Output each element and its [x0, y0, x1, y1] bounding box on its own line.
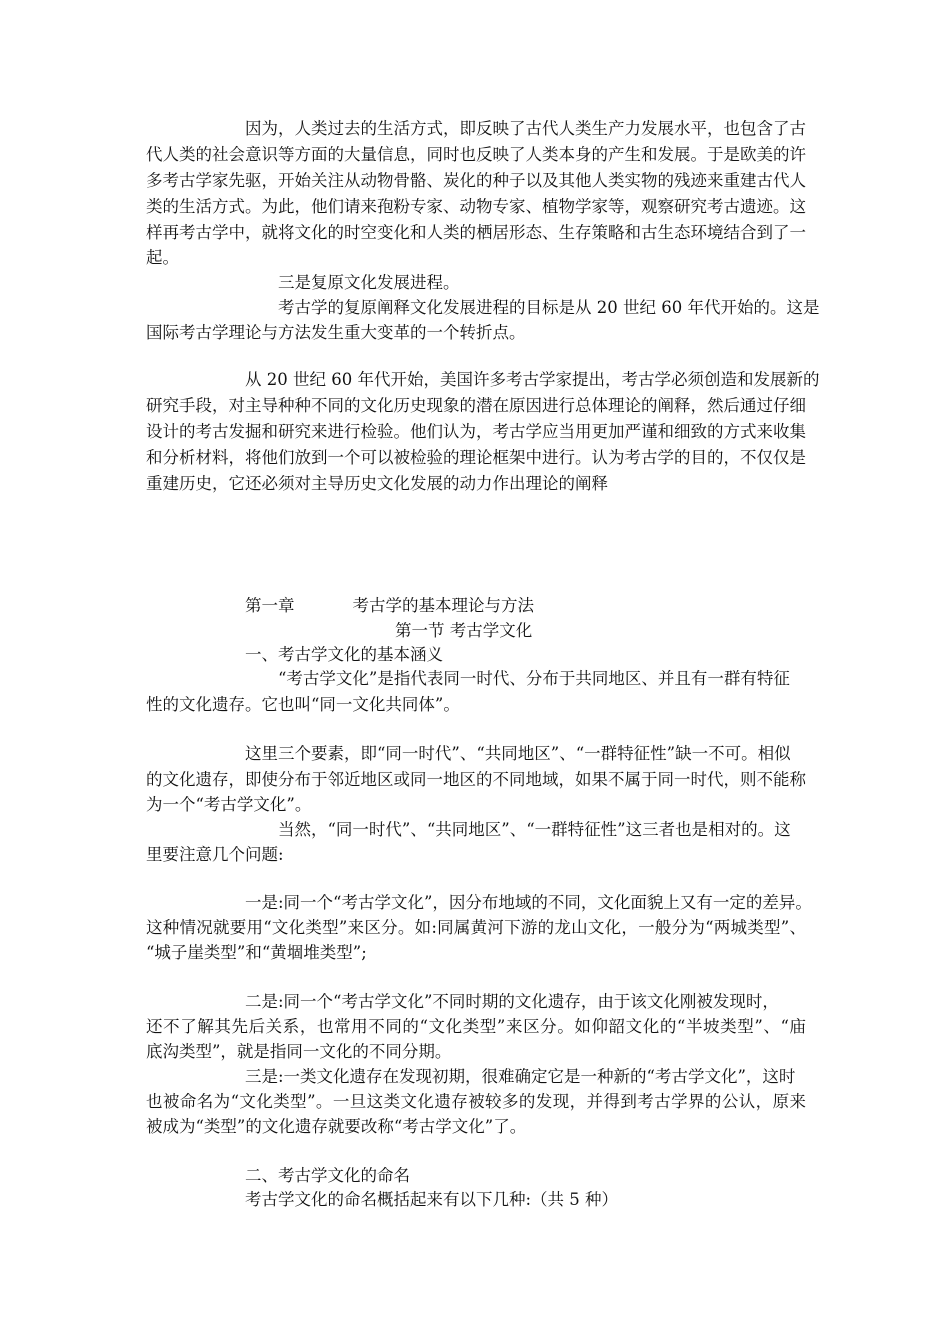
- text-line: 重建历史，它还必须对主导历史文化发展的动力作出理论的阐释: [146, 474, 608, 493]
- chapter-title: 考古学的基本理论与方法: [352, 596, 534, 615]
- text-line: 起。: [146, 248, 179, 267]
- subheading: 二、考古学文化的命名: [245, 1166, 410, 1185]
- text-line: 样再考古学中，就将文化的时空变化和人类的栖居形态、生存策略和古生态环境结合到了一: [146, 223, 806, 242]
- text-line: 研究手段，对主导种种不同的文化历史现象的潜在原因进行总体理论的阐释，然后通过仔细: [146, 396, 806, 415]
- text-line: 考古学的复原阐释文化发展进程的目标是从 20 世纪 60 年代开始的。这是: [278, 298, 820, 317]
- text-line: 的文化遗存，即使分布于邻近地区或同一地区的不同地域，如果不属于同一时代，则不能称: [146, 770, 806, 789]
- text-line: 多考古学家先驱，开始关注从动物骨骼、炭化的种子以及其他人类实物的残迹来重建古代人: [146, 171, 806, 190]
- subheading: 一、考古学文化的基本涵义: [245, 645, 443, 664]
- text-line: 三是:一类文化遗存在发现初期，很难确定它是一种新的“考古学文化”，这时: [245, 1067, 796, 1086]
- text-line: 类的生活方式。为此，他们请来孢粉专家、动物专家、植物学家等，观察研究考古遗迹。这: [146, 197, 806, 216]
- text-line: 二是:同一个“考古学文化”不同时期的文化遗存，由于该文化刚被发现时，: [245, 992, 779, 1011]
- text-line: 底沟类型”，就是指同一文化的不同分期。: [146, 1042, 452, 1061]
- text-line: 和分析材料，将他们放到一个可以被检验的理论框架中进行。认为考古学的目的，不仅仅是: [146, 448, 806, 467]
- text-line: 也被命名为“文化类型”。一旦这类文化遗存被较多的发现，并得到考古学界的公认，原来: [146, 1092, 806, 1111]
- text-line: “考古学文化”是指代表同一时代、分布于共同地区、并且有一群有特征: [278, 669, 790, 688]
- text-line: 国际考古学理论与方法发生重大变革的一个转折点。: [146, 323, 526, 342]
- text-line: 被成为“类型”的文化遗存就要改称“考古学文化”了。: [146, 1117, 527, 1136]
- text-line: “城子崖类型”和“黄堌堆类型”;: [146, 943, 367, 962]
- text-line: 当然，“同一时代”、“共同地区”、“一群特征性”这三者也是相对的。这: [278, 820, 791, 839]
- text-line: 还不了解其先后关系，也常用不同的“文化类型”来区分。如仰韶文化的“半坡类型”、“庙: [146, 1017, 806, 1036]
- text-line: 这种情况就要用“文化类型”来区分。如:同属黄河下游的龙山文化，一般分为“两城类型”、: [146, 918, 806, 937]
- text-line: 这里三个要素，即“同一时代”、“共同地区”、“一群特征性”缺一不可。相似: [245, 744, 791, 763]
- text-line: 考古学文化的命名概括起来有以下几种:（共 5 种）: [245, 1190, 619, 1209]
- text-line: 代人类的社会意识等方面的大量信息，同时也反映了人类本身的产生和发展。于是欧美的许: [146, 145, 806, 164]
- text-line: 为一个“考古学文化”。: [146, 795, 312, 814]
- text-line: 一是:同一个“考古学文化”，因分布地域的不同，文化面貌上又有一定的差异。: [245, 893, 812, 912]
- chapter-heading: [245, 596, 534, 616]
- text-line: 性的文化遗存。它也叫“同一文化共同体”。: [146, 695, 460, 714]
- text-line: 设计的考古发掘和研究来进行检验。他们认为，考古学应当用更加严谨和细致的方式来收集: [146, 422, 806, 441]
- text-line: 从 20 世纪 60 年代开始，美国许多考古学家提出，考古学必须创造和发展新的: [245, 370, 820, 389]
- chapter-number: 第一章: [245, 596, 295, 615]
- section-heading: 第一节 考古学文化: [395, 621, 533, 640]
- text-line: 因为，人类过去的生活方式，即反映了古代人类生产力发展水平，也包含了古: [245, 119, 806, 138]
- subheading: 三是复原文化发展进程。: [278, 273, 460, 292]
- text-line: 里要注意几个问题:: [146, 845, 284, 864]
